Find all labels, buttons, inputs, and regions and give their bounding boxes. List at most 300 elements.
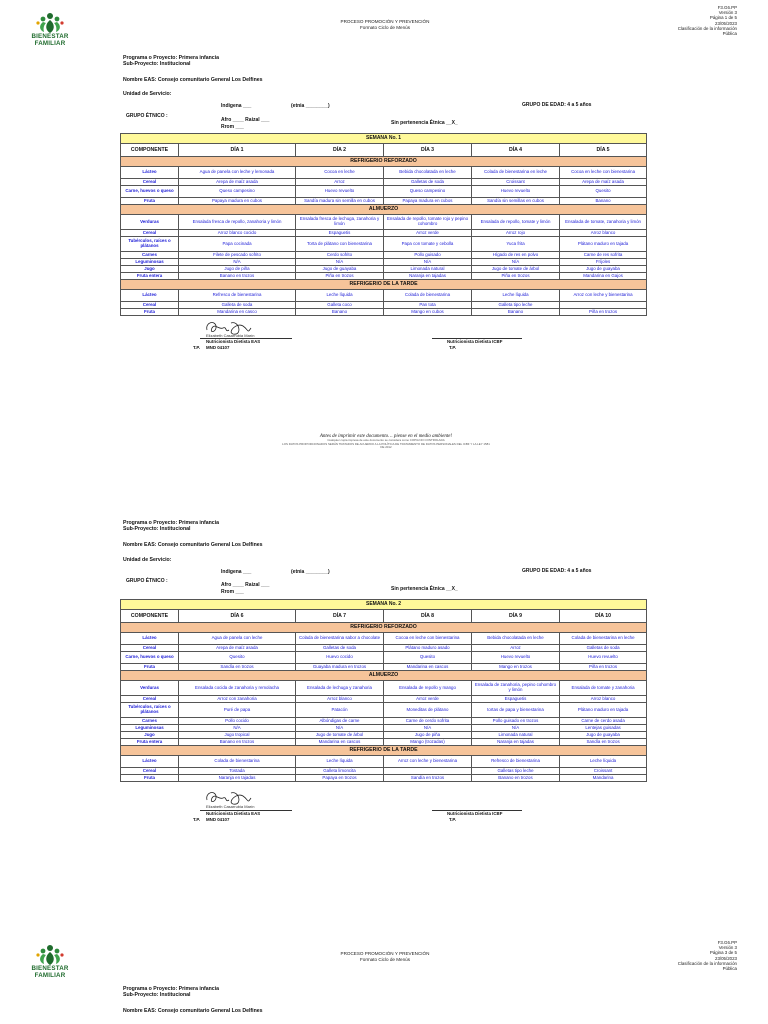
column-header-row	[121, 610, 647, 623]
classification-value: Pública	[722, 966, 737, 972]
icbf-logo	[28, 944, 72, 979]
menu-cell: Agua de panela con leche	[179, 633, 296, 645]
menu-cell: Mandarina en cascos	[384, 664, 472, 671]
column-header-day: DÍA 3	[384, 144, 472, 157]
menu-cell: Piña en trozos	[472, 273, 560, 280]
page-number: Página 3 de 5	[709, 950, 737, 956]
column-header-day: DÍA 8	[384, 610, 472, 623]
section-header-reforzado	[121, 623, 647, 633]
menu-cell: Hígado de res en polvo	[472, 252, 560, 259]
menu-cell: N/A	[179, 725, 296, 732]
column-header-row	[121, 144, 647, 157]
week-title: SEMANA No. 2	[121, 600, 647, 610]
process-title: PROCESO PROMOCIÓN Y PREVENCIÓN	[340, 19, 430, 24]
menu-cell: Arroz con leche y bienestarina	[384, 756, 472, 768]
menu-cell: Papa cocinada	[179, 237, 296, 252]
component-label: Cereal	[121, 768, 179, 775]
component-label: Cereal	[121, 230, 179, 237]
program-name: Programa o Proyecto: Primera infancia	[123, 986, 220, 992]
component-label: Verduras	[121, 681, 179, 696]
menu-cell: Arepa de maíz asada	[560, 179, 647, 186]
menu-cell: Arepa de maíz asada	[179, 179, 296, 186]
component-label: Cereal	[121, 179, 179, 186]
table-row	[121, 681, 647, 696]
menu-cell: Leche líquida	[296, 756, 384, 768]
menu-cell: Carne de cerdo asada	[560, 718, 647, 725]
menu-cell: Huevo revuelto	[560, 652, 647, 664]
format-title: Formato Ciclo de Menús	[359, 24, 411, 30]
menu-cell: Galleta de soda	[179, 302, 296, 309]
menu-cell: Quesito	[560, 186, 647, 198]
menu-cell: N/A	[179, 259, 296, 266]
etnia-field: (etnia ________)	[291, 103, 330, 109]
table-row	[121, 230, 647, 237]
menu-cell: Ensalada de tomate, zanahoria y limón	[560, 215, 647, 230]
age-group: GRUPO DE EDAD: 4 a 5 años	[522, 568, 592, 574]
column-header-day: DÍA 4	[472, 144, 560, 157]
menu-cell: Ensalada de zanahoria, pepino cohombro y limón	[472, 681, 560, 696]
table-row	[121, 273, 647, 280]
signature-reg-left: MND 04107	[206, 345, 230, 350]
table-row	[121, 696, 647, 703]
menu-cell: Carne de cerdo sofrita	[384, 718, 472, 725]
menu-cell: Banano	[472, 309, 560, 316]
table-row	[121, 703, 647, 718]
menu-cell: Colada de bienestarina en leche	[472, 167, 560, 179]
menu-cell: Queso campesino	[179, 186, 296, 198]
subproject-name: Sub-Proyecto: Institucional	[123, 61, 191, 67]
table-row	[121, 309, 647, 316]
menu-cell: Leche líquida	[296, 290, 384, 302]
menu-cell: N/A	[472, 725, 560, 732]
footer-copy-note: Cualquier copia impresa de este documento se considera como COPIA NO CONTROLADA	[327, 438, 445, 442]
signature-tp-right: T.P.	[449, 345, 456, 350]
menu-cell: Arroz con leche y bienestarina	[560, 290, 647, 302]
menu-cell: Galleta tipo leche	[472, 302, 560, 309]
menu-cell: Banano en trozos	[179, 273, 296, 280]
table-row	[121, 645, 647, 652]
menu-cell: Papa con tomate y cebolla	[384, 237, 472, 252]
menu-table-week-2	[120, 599, 647, 782]
section-header-almuerzo	[121, 205, 647, 215]
menu-cell: Arroz blanco	[560, 230, 647, 237]
menu-cell: Refresco de bienestarina	[472, 756, 560, 768]
menu-cell: Ensalada de repollo, tomate y limón	[472, 215, 560, 230]
menu-cell: Huevo revuelto	[296, 186, 384, 198]
menu-cell: Naranja en tajadas	[472, 739, 560, 746]
column-header-componente: COMPONENTE	[121, 144, 179, 157]
menu-cell: Galletas tipo leche	[472, 768, 560, 775]
menu-cell: Puré de papa	[179, 703, 296, 718]
menu-cell: N/A	[384, 725, 472, 732]
menu-cell: Torta de plátano con bienestarina	[296, 237, 384, 252]
menu-cell: Ensalada de tomate y zanahoria	[560, 681, 647, 696]
section-title: REFRIGERIO REFORZADO	[121, 157, 647, 167]
menu-cell: Piña en trozos	[560, 664, 647, 671]
doc-version: Versión 3	[718, 10, 737, 16]
eas-name: Nombre EAS: Consejo comunitario General Los Delfines	[123, 1008, 263, 1014]
menu-cell: tortas de papa y bienestarina	[472, 703, 560, 718]
column-header-day: DÍA 5	[560, 144, 647, 157]
menu-cell: Galleta limoncita	[296, 768, 384, 775]
menu-cell: Sandía madura sin semilla en cubos	[296, 198, 384, 205]
menu-cell: Moneditas de plátano	[384, 703, 472, 718]
menu-cell: Cerdo sofrito	[296, 252, 384, 259]
menu-cell: Mango en trozos	[472, 664, 560, 671]
menu-cell: Limonada natural	[384, 266, 472, 273]
column-header-day: DÍA 1	[179, 144, 296, 157]
service-unit: Unidad de Servicio:	[123, 91, 172, 97]
process-title: PROCESO PROMOCIÓN Y PREVENCIÓN	[340, 951, 430, 956]
ethnic-group-label: GRUPO ÉTNICO :	[126, 113, 168, 119]
afro-raizal-field: Afro ____ Raizal ___	[221, 117, 270, 123]
menu-cell: Galleta coco	[296, 302, 384, 309]
column-header-componente: COMPONENTE	[121, 610, 179, 623]
component-label: Cereal	[121, 645, 179, 652]
menu-cell: Colada de bienestarina	[384, 290, 472, 302]
menu-cell: Fríjoles	[560, 259, 647, 266]
menu-cell: N/A	[384, 259, 472, 266]
rrom-field: Rrom ___	[221, 589, 244, 595]
table-row	[121, 290, 647, 302]
doc-code: F3.G6.PP	[717, 940, 737, 945]
column-header-day: DÍA 7	[296, 610, 384, 623]
program-name: Programa o Proyecto: Primera infancia	[123, 520, 220, 526]
signature-reg-left: MND 04107	[206, 817, 230, 822]
component-label: Fruta	[121, 775, 179, 782]
doc-date: 23/05/2023	[715, 955, 737, 961]
menu-cell: Bebida chocolatada en leche	[384, 167, 472, 179]
subproject-name: Sub-Proyecto: Institucional	[123, 526, 191, 532]
menu-cell	[384, 768, 472, 775]
menu-cell: Sandía sin semillas en cubos	[472, 198, 560, 205]
menu-cell: Pollo cocido	[179, 718, 296, 725]
menu-cell: Plátano maduro asado	[384, 645, 472, 652]
section-header-almuerzo	[121, 671, 647, 681]
menu-cell: Ensalada de repollo y mango	[384, 681, 472, 696]
menu-cell: Mandarina en casco	[179, 309, 296, 316]
section-title: ALMUERZO	[121, 671, 647, 681]
menu-cell: Papaya madura en cubos	[179, 198, 296, 205]
component-label: Lácteo	[121, 633, 179, 645]
column-header-day: DÍA 6	[179, 610, 296, 623]
component-label: Lácteo	[121, 756, 179, 768]
section-title: REFRIGERIO REFORZADO	[121, 623, 647, 633]
component-label: Carne, huevos o queso	[121, 652, 179, 664]
menu-cell: Arroz verde	[384, 230, 472, 237]
menu-cell	[560, 302, 647, 309]
menu-cell: Naranja en tajadas	[179, 775, 296, 782]
menu-cell: Mango en cubos	[384, 309, 472, 316]
ethnic-group-label: GRUPO ÉTNICO :	[126, 578, 168, 584]
page-3	[0, 940, 768, 1024]
menu-cell: Queso campesino	[384, 186, 472, 198]
menu-cell: Cocoa en leche con bienestarina	[560, 167, 647, 179]
indigena-field: Indigena ___	[221, 103, 252, 109]
table-row	[121, 266, 647, 273]
section-title: ALMUERZO	[121, 205, 647, 215]
component-label: Lácteo	[121, 167, 179, 179]
component-label: Cereal	[121, 696, 179, 703]
table-row	[121, 252, 647, 259]
table-row	[121, 768, 647, 775]
menu-cell: Sandía en trozos	[560, 739, 647, 746]
age-group: GRUPO DE EDAD: 4 a 5 años	[522, 102, 592, 108]
classification-value: Pública	[722, 31, 737, 37]
menu-cell: Jugo de piña	[384, 732, 472, 739]
table-row	[121, 718, 647, 725]
menu-cell: Ensalada fresca de lechuga, zanahoria y limón	[296, 215, 384, 230]
table-row	[121, 302, 647, 309]
component-label: Jugo	[121, 732, 179, 739]
menu-cell: Huevo revuelto	[472, 186, 560, 198]
menu-cell: Filete de pescado sofrito	[179, 252, 296, 259]
menu-cell: Espaguetis	[296, 230, 384, 237]
menu-cell: Leche líquida	[560, 756, 647, 768]
menu-cell: Cocoa en leche con bienestarina	[384, 633, 472, 645]
table-row	[121, 652, 647, 664]
menu-cell: Mandarina en Gajos	[560, 273, 647, 280]
menu-cell: Mandarina en cascos	[296, 739, 384, 746]
component-label: Fruta entera	[121, 739, 179, 746]
menu-cell: Ensalada fresca de repollo, zanahoria y limón	[179, 215, 296, 230]
doc-code: F3.G6.PP	[717, 5, 737, 10]
component-label: Cereal	[121, 302, 179, 309]
table-row	[121, 237, 647, 252]
signature-tp-left: T.P.	[193, 817, 200, 822]
menu-cell: Naranja en tajadas	[384, 273, 472, 280]
menu-cell: Arroz blanco	[296, 696, 384, 703]
logo-text-line1: BIENESTAR	[31, 33, 69, 40]
table-row	[121, 179, 647, 186]
eas-name: Nombre EAS: Consejo comunitario General Los Delfines	[123, 77, 263, 83]
menu-cell: N/A	[472, 259, 560, 266]
table-row	[121, 756, 647, 768]
menu-cell: Jugo de guayaba	[560, 266, 647, 273]
family-icon	[35, 12, 65, 34]
component-label: Tubérculos, raíces o plátanos	[121, 237, 179, 252]
signature-tp-right: T.P.	[449, 817, 456, 822]
menu-cell: Ensalada de repollo, tomate rojo y pepino cohombro	[384, 215, 472, 230]
menu-cell: Piña en trozos	[296, 273, 384, 280]
menu-cell: Papaya madura en cubos	[384, 198, 472, 205]
section-title: REFRIGERIO DE LA TARDE	[121, 746, 647, 756]
component-label: Fruta	[121, 309, 179, 316]
menu-cell: Papaya en trozos	[296, 775, 384, 782]
component-label: Jugo	[121, 266, 179, 273]
menu-cell: Mandarina	[560, 775, 647, 782]
classification-label: Clasificación de la información	[677, 25, 737, 31]
menu-cell: Yuca frita	[472, 237, 560, 252]
menu-cell: Banano	[560, 198, 647, 205]
menu-cell: Arroz blanco cocido	[179, 230, 296, 237]
menu-cell: Ensalada cocida de zanahoria y remolacha	[179, 681, 296, 696]
week-title: SEMANA No. 1	[121, 134, 647, 144]
header-right	[627, 5, 737, 36]
component-label: Fruta	[121, 198, 179, 205]
header-center	[300, 19, 470, 30]
menu-cell: Huevo revuelto	[472, 652, 560, 664]
section-header-reforzado	[121, 157, 647, 167]
menu-cell: Jugo de guayaba	[560, 732, 647, 739]
signature-title-right: Nutricionista Dietista ICBF	[447, 811, 503, 816]
no-ethnicity-field: Sin pertenencia Étnica __X_	[391, 586, 458, 592]
menu-cell: Pollo guisado en trozos	[472, 718, 560, 725]
menu-cell: Ensalada de lechuga y zanahoria	[296, 681, 384, 696]
format-title: Formato Ciclo de Menús	[359, 956, 411, 962]
column-header-day: DÍA 2	[296, 144, 384, 157]
menu-cell: Croissant	[472, 179, 560, 186]
subproject-name: Sub-Proyecto: Institucional	[123, 992, 191, 998]
program-name: Programa o Proyecto: Primera infancia	[123, 55, 220, 61]
footer-data-note: LOS DATOS PROPORCIONADOS SERÁN TRATADOS DE ACUERDO A LA POLÍTICA DE TRATAMIENTO DE DATOS PERSONALES DEL ICBF Y LA LEY 1581 DE 2012	[282, 441, 490, 450]
table-row	[121, 167, 647, 179]
classification-label: Clasificación de la información	[677, 960, 737, 966]
menu-cell: Banano en trozos	[472, 775, 560, 782]
menu-cell: Arroz con zanahoria	[179, 696, 296, 703]
menu-cell: Colada de bienestarina	[179, 756, 296, 768]
week-header-row	[121, 600, 647, 610]
menu-cell: Leche líquida	[472, 290, 560, 302]
logo-text-line2: FAMILIAR	[34, 39, 66, 47]
program-info	[123, 55, 219, 67]
program-info	[123, 520, 219, 532]
page-2	[0, 512, 768, 942]
section-header-tarde	[121, 280, 647, 290]
menu-cell: Huevo cocido	[296, 652, 384, 664]
menu-cell: Arroz blanco	[560, 696, 647, 703]
menu-cell: Sandía en trozos	[179, 664, 296, 671]
etnia-field: (etnia ________)	[291, 569, 330, 575]
menu-cell: Arroz verde	[384, 696, 472, 703]
signer-name: Elizabeth Casarrubia Marín	[206, 804, 255, 809]
table-row	[121, 664, 647, 671]
menu-cell: Bebida chocolatada en leche	[472, 633, 560, 645]
menu-cell: Agua de panela con leche y lemonada	[179, 167, 296, 179]
menu-cell: Patacón	[296, 703, 384, 718]
eas-name: Nombre EAS: Consejo comunitario General Los Delfines	[123, 542, 263, 548]
component-label: Verduras	[121, 215, 179, 230]
menu-cell: Colada de bienestarina en leche	[560, 633, 647, 645]
menu-cell: Arepa de maíz asada	[179, 645, 296, 652]
rrom-field: Rrom ___	[221, 124, 244, 130]
menu-cell: Jugo tropical	[179, 732, 296, 739]
menu-cell: Galletas de soda	[296, 645, 384, 652]
indigena-field: Indigena ___	[221, 569, 252, 575]
menu-cell: Carne de res sofrita	[560, 252, 647, 259]
signature-tp-left: T.P.	[193, 345, 200, 350]
menu-table-week-1	[120, 133, 647, 316]
menu-cell: Jugo de piña	[179, 266, 296, 273]
signature-title-left: Nutricionista Dietista EAS	[206, 339, 261, 344]
menu-cell: Jugo de guayaba	[296, 266, 384, 273]
table-row	[121, 725, 647, 732]
header-right	[627, 940, 737, 971]
service-unit: Unidad de Servicio:	[123, 557, 172, 563]
menu-cell: Banano	[296, 309, 384, 316]
menu-cell: Plátano maduro en tajada	[560, 237, 647, 252]
logo-text-line2: FAMILIAR	[34, 971, 66, 979]
table-row	[121, 215, 647, 230]
menu-cell: Colada de bienestarina sabor a chocolate	[296, 633, 384, 645]
component-label: Lácteo	[121, 290, 179, 302]
footer-slogan: Antes de imprimir este documento… piense en el medio ambiente!	[319, 434, 453, 439]
menu-cell: Jugo de tomate de árbol	[296, 732, 384, 739]
menu-cell: Quesito	[384, 652, 472, 664]
menu-cell: Croissant	[560, 768, 647, 775]
component-label: Tubérculos, raíces o plátanos	[121, 703, 179, 718]
program-info	[123, 986, 219, 998]
table-row	[121, 732, 647, 739]
menu-cell: N/A	[296, 259, 384, 266]
page-number: Página 1 de 5	[709, 15, 737, 21]
doc-version: Versión 3	[718, 945, 737, 951]
menu-cell: Galletas de soda	[560, 645, 647, 652]
menu-cell: Arroz	[472, 645, 560, 652]
page-footer	[280, 434, 492, 450]
component-label: Leguminosas	[121, 259, 179, 266]
menu-cell: Piña en trozos	[560, 309, 647, 316]
menu-cell: Lentejas guisadas	[560, 725, 647, 732]
menu-cell: Cocoa en leche	[296, 167, 384, 179]
menu-cell: Espaguetis	[472, 696, 560, 703]
component-label: Leguminosas	[121, 725, 179, 732]
family-icon	[35, 944, 65, 966]
table-row	[121, 259, 647, 266]
menu-cell: Mango (trozadas)	[384, 739, 472, 746]
icbf-logo	[28, 12, 72, 47]
table-row	[121, 633, 647, 645]
menu-cell: Pan tota	[384, 302, 472, 309]
table-row	[121, 739, 647, 746]
component-label: Carnes	[121, 718, 179, 725]
menu-cell: Limonada natural	[472, 732, 560, 739]
table-row	[121, 186, 647, 198]
afro-raizal-field: Afro ____ Raizal ___	[221, 582, 270, 588]
menu-cell: Galletas de soda	[384, 179, 472, 186]
table-row	[121, 775, 647, 782]
logo-text-line1: BIENESTAR	[31, 965, 69, 972]
component-label: Carne, huevos o queso	[121, 186, 179, 198]
menu-cell: N/A	[296, 725, 384, 732]
signature-title-left: Nutricionista Dietista EAS	[206, 811, 261, 816]
component-label: Fruta	[121, 664, 179, 671]
menu-cell: Sandía en trozos	[384, 775, 472, 782]
menu-cell: Arroz	[296, 179, 384, 186]
menu-cell: Plátano maduro en tajada	[560, 703, 647, 718]
header-center	[300, 951, 470, 962]
component-label: Carnes	[121, 252, 179, 259]
column-header-day: DÍA 10	[560, 610, 647, 623]
week-header-row	[121, 134, 647, 144]
component-label: Fruta entera	[121, 273, 179, 280]
menu-cell: Jugo de tomate de árbol	[472, 266, 560, 273]
menu-cell: Banano en trozos	[179, 739, 296, 746]
menu-cell: Albóndigas de carne	[296, 718, 384, 725]
section-title: REFRIGERIO DE LA TARDE	[121, 280, 647, 290]
table-row	[121, 198, 647, 205]
no-ethnicity-field: Sin pertenencia Étnica __X_	[391, 120, 458, 126]
section-header-tarde	[121, 746, 647, 756]
signature-title-right: Nutricionista Dietista ICBF	[447, 339, 503, 344]
menu-cell: Arroz rojo	[472, 230, 560, 237]
menu-cell: Tostada	[179, 768, 296, 775]
signer-name: Elizabeth Casarrubia Marín	[206, 333, 255, 338]
menu-cell: Quesito	[179, 652, 296, 664]
menu-cell: Pollo guisado	[384, 252, 472, 259]
menu-cell: Guayaba madura en trozos	[296, 664, 384, 671]
column-header-day: DÍA 9	[472, 610, 560, 623]
